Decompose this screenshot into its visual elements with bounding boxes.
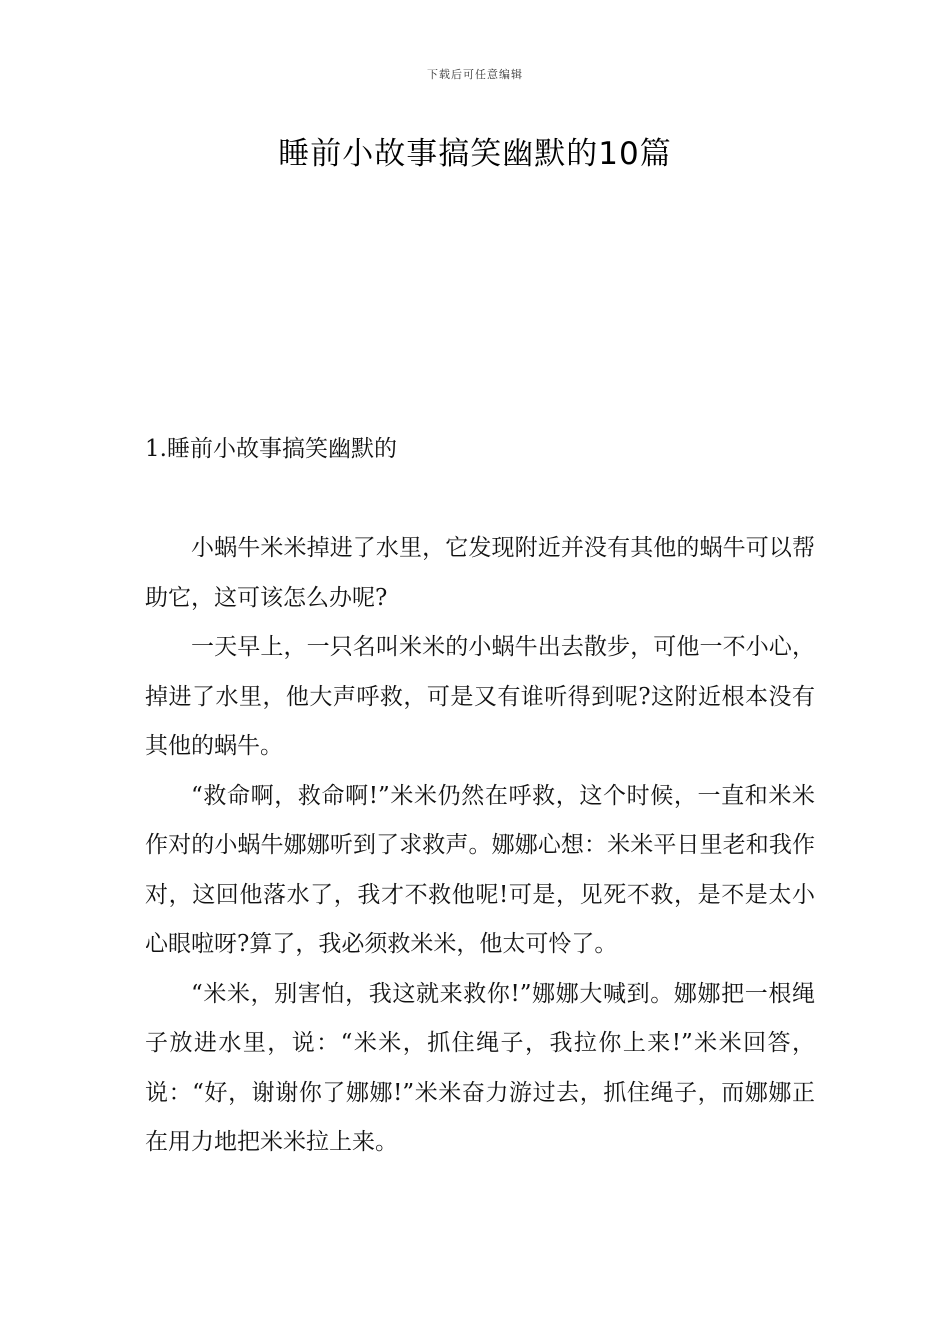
paragraph: 一天早上，一只名叫米米的小蜗牛出去散步，可他一不小心，掉进了水里，他大声呼救，可是又有谁听得到呢?这附近根本没有其他的蜗牛。: [145, 634, 815, 759]
paragraph: “米米，别害怕，我这就来救你!”娜娜大喊到。娜娜把一根绳子放进水里，说：“米米，抓住绳子，我拉你上来!”米米回答，说：“好，谢谢你了娜娜!”米米奋力游过去，抓住绳子，而娜娜正在用力地把米米拉上来。: [145, 980, 815, 1155]
section-heading: 1.睡前小故事搞笑幽默的: [145, 436, 397, 462]
header-note: 下载后可任意编辑: [427, 68, 523, 81]
story-body: [145, 524, 815, 1168]
paragraph: 小蜗牛米米掉进了水里，它发现附近并没有其他的蜗牛可以帮助它，这可该怎么办呢?: [145, 535, 815, 611]
document-title: 睡前小故事搞笑幽默的10篇: [278, 136, 672, 172]
paragraph: “救命啊，救命啊!”米米仍然在呼救，这个时候，一直和米米作对的小蜗牛娜娜听到了求救声。娜娜心想：米米平日里老和我作对，这回他落水了，我才不救他呢!可是，见死不救，是不是太小心眼啦呀?算了，我必须救米米，他太可怜了。: [145, 782, 815, 957]
